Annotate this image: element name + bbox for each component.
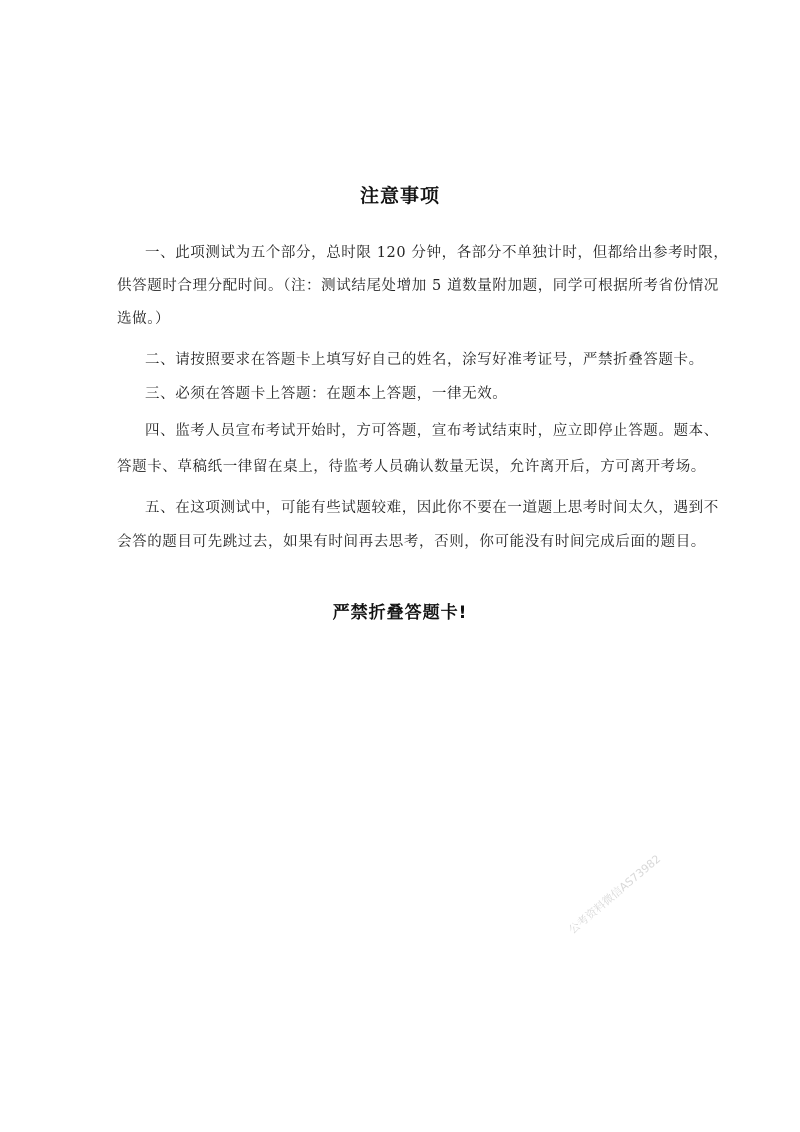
instruction-2-line-1: 二、请按照要求在答题卡上填写好自己的姓名，涂写好准考证号，严禁折叠答题卡。 (145, 352, 704, 368)
instruction-3-line-1: 三、必须在答题卡上答题：在题本上答题，一律无效。 (145, 386, 508, 402)
instruction-4-line-1: 四、监考人员宣布考试开始时，方可答题，宣布考试结束时，应立即停止答题。题本、 (145, 423, 719, 439)
watermark: 公考资料微信AS73982 (566, 852, 664, 937)
instruction-5-line-1: 五、在这项测试中，可能有些试题较难，因此你不要在一道题上思考时间太久，遇到不 (145, 500, 719, 516)
instruction-1-line-3: 选做。） (117, 311, 171, 327)
instruction-1-line-1: 一、此项测试为五个部分，总时限 120 分钟，各部分不单独计时，但都给出参考时限， (145, 245, 729, 261)
closing-notice: 严禁折叠答题卡! (332, 603, 468, 623)
page-title: 注意事项 (359, 185, 440, 207)
instruction-5-line-2: 会答的题目可先跳过去，如果有时间再去思考，否则，你可能没有时间完成后面的题目。 (117, 534, 706, 550)
instruction-4-line-2: 答题卡、草稿纸一律留在桌上，待监考人员确认数量无误，允许离开后，方可离开考场。 (117, 459, 706, 475)
instruction-1-line-2: 供答题时合理分配时间。（注：测试结尾处增加 5 道数量附加题，同学可根据所考省份情况 (117, 278, 719, 294)
